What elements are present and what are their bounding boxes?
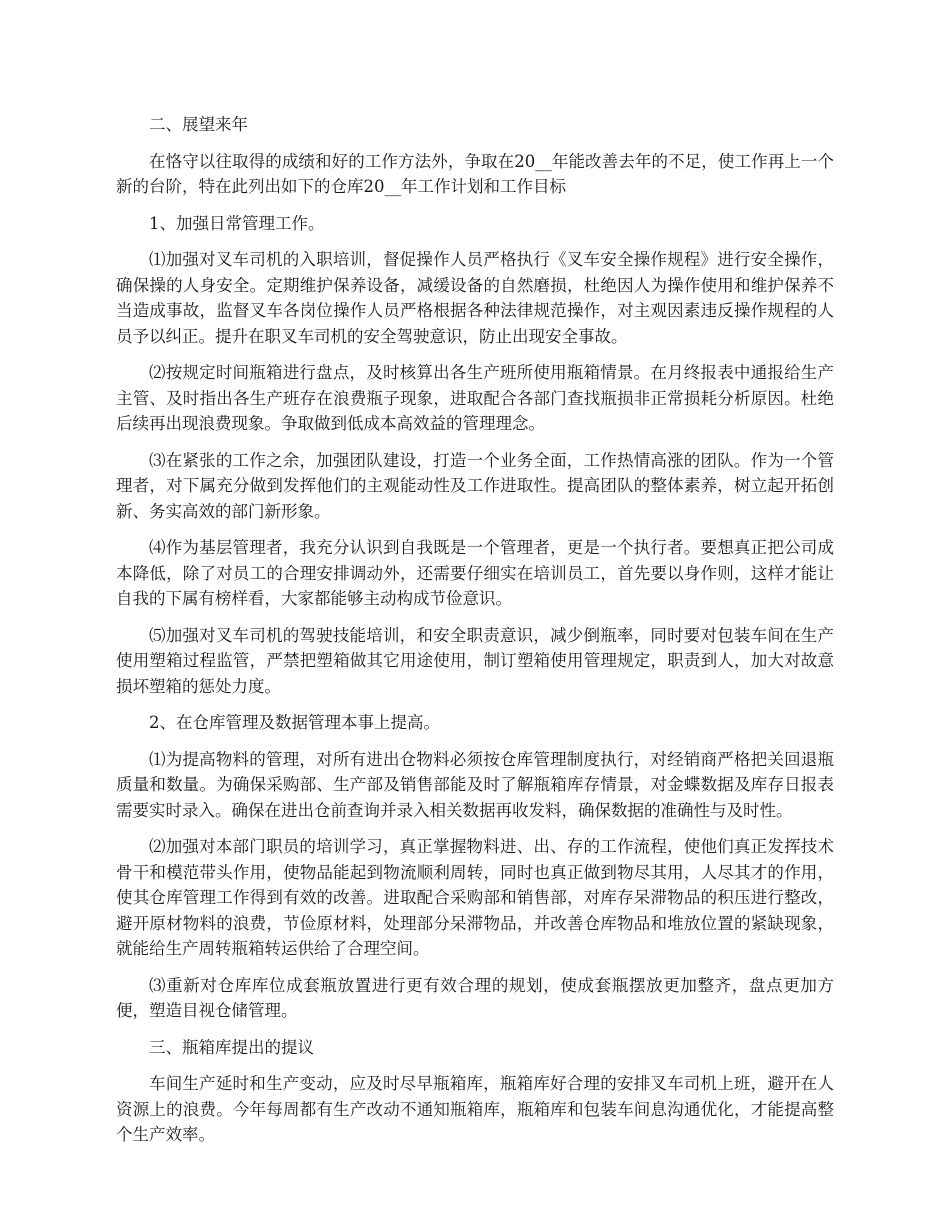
section-heading-outlook: 二、展望来年 — [149, 115, 248, 134]
paragraph-intro: 在恪守以往取得的成绩和好的工作方法外，争取在20__年能改善去年的不足，使工作再上一个新的台阶，特在此列出如下的仓库20__年工作计划和工作目标 — [116, 151, 834, 196]
paragraph-item-1: ⑴加强对叉车司机的入职培训，督促操作人员严格执行《叉车安全操作规程》进行安全操作，确保操的人身安全。定期维护保养设备，减缓设备的自然磨损，杜绝因人为操作使用和维护保养不当造成事故，监督叉车各岗位操作人员严格根据各种法律规范操作，对主观因素违反操作规程的人员予以纠正。提升在职叉车司机的安全驾驶意识，防止出现安全事故。 — [116, 250, 834, 346]
paragraph-suggestion: 车间生产延时和生产变动，应及时尽早瓶箱库，瓶箱库好合理的安排叉车司机上班，避开在人资源上的浪费。今年每周都有生产改动不通知瓶箱库，瓶箱库和包装车间息沟通优化，才能提高整个生产效率。 — [116, 1074, 834, 1144]
document-body — [116, 112, 834, 1159]
paragraph-item-2: ⑵按规定时间瓶箱进行盘点，及时核算出各生产班所使用瓶箱情景。在月终报表中通报给生产主管、及时指出各生产班存在浪费瓶子现象，进取配合各部门查找瓶损非正常损耗分析原因。杜绝后续再出现浪费现象。争取做到低成本高效益的管理理念。 — [116, 363, 834, 433]
paragraph-item-4: ⑷作为基层管理者，我充分认识到自我既是一个管理者，更是一个执行者。要想真正把公司成本降低，除了对员工的合理安排调动外，还需要仔细实在培训员工，首先要以身作则，这样才能让自我的下属有榜样看，大家都能够主动构成节俭意识。 — [116, 538, 834, 608]
paragraph-item-8: ⑶重新对仓库库位成套瓶放置进行更有效合理的规划，使成套瓶摆放更加整齐，盘点更加方便，塑造目视仓储管理。 — [116, 975, 834, 1020]
section-heading-suggestions: 三、瓶箱库提出的提议 — [149, 1037, 314, 1057]
subheading-daily-management: 1、加强日常管理工作。 — [149, 213, 325, 233]
paragraph-item-3: ⑶在紧张的工作之余，加强团队建设，打造一个业务全面，工作热情高涨的团队。作为一个管理者，对下属充分做到发挥他们的主观能动性及工作进取性。提高团队的整体素养，树立起开拓创新、务实高效的部门新形象。 — [116, 450, 834, 521]
paragraph-item-5: ⑸加强对叉车司机的驾驶技能培训，和安全职责意识，减少倒瓶率，同时要对包装车间在生产使用塑箱过程监管，严禁把塑箱做其它用途使用，制订塑箱使用管理规定，职责到人，加大对故意损坏塑箱的惩处力度。 — [116, 625, 834, 696]
subheading-data-management: 2、在仓库管理及数据管理本事上提高。 — [149, 713, 440, 732]
paragraph-item-6: ⑴为提高物料的管理，对所有进出仓物料必须按仓库管理制度执行，对经销商严格把关回退瓶质量和数量。为确保采购部、生产部及销售部能及时了解瓶箱库存情景，对金蝶数据及库存日报表需要实时录入。确保在进出仓前查询并录入相关数据再收发料，确保数据的准确性与及时性。 — [116, 749, 834, 820]
paragraph-item-7: ⑵加强对本部门职员的培训学习，真正掌握物料进、出、存的工作流程，使他们真正发挥技术骨干和模范带头作用，使物品能起到物流顺利周转，同时也真正做到物尽其用，人尽其才的作用，使其仓库管理工作得到有效的改善。进取配合采购部和销售部，对库存呆滞物品的积压进行整改，避开原材物料的浪费，节俭原材料，处理部分呆滞物品，并改善仓库物品和堆放位置的紧缺现象，就能给生产周转瓶箱转运供给了合理空间。 — [116, 837, 834, 958]
